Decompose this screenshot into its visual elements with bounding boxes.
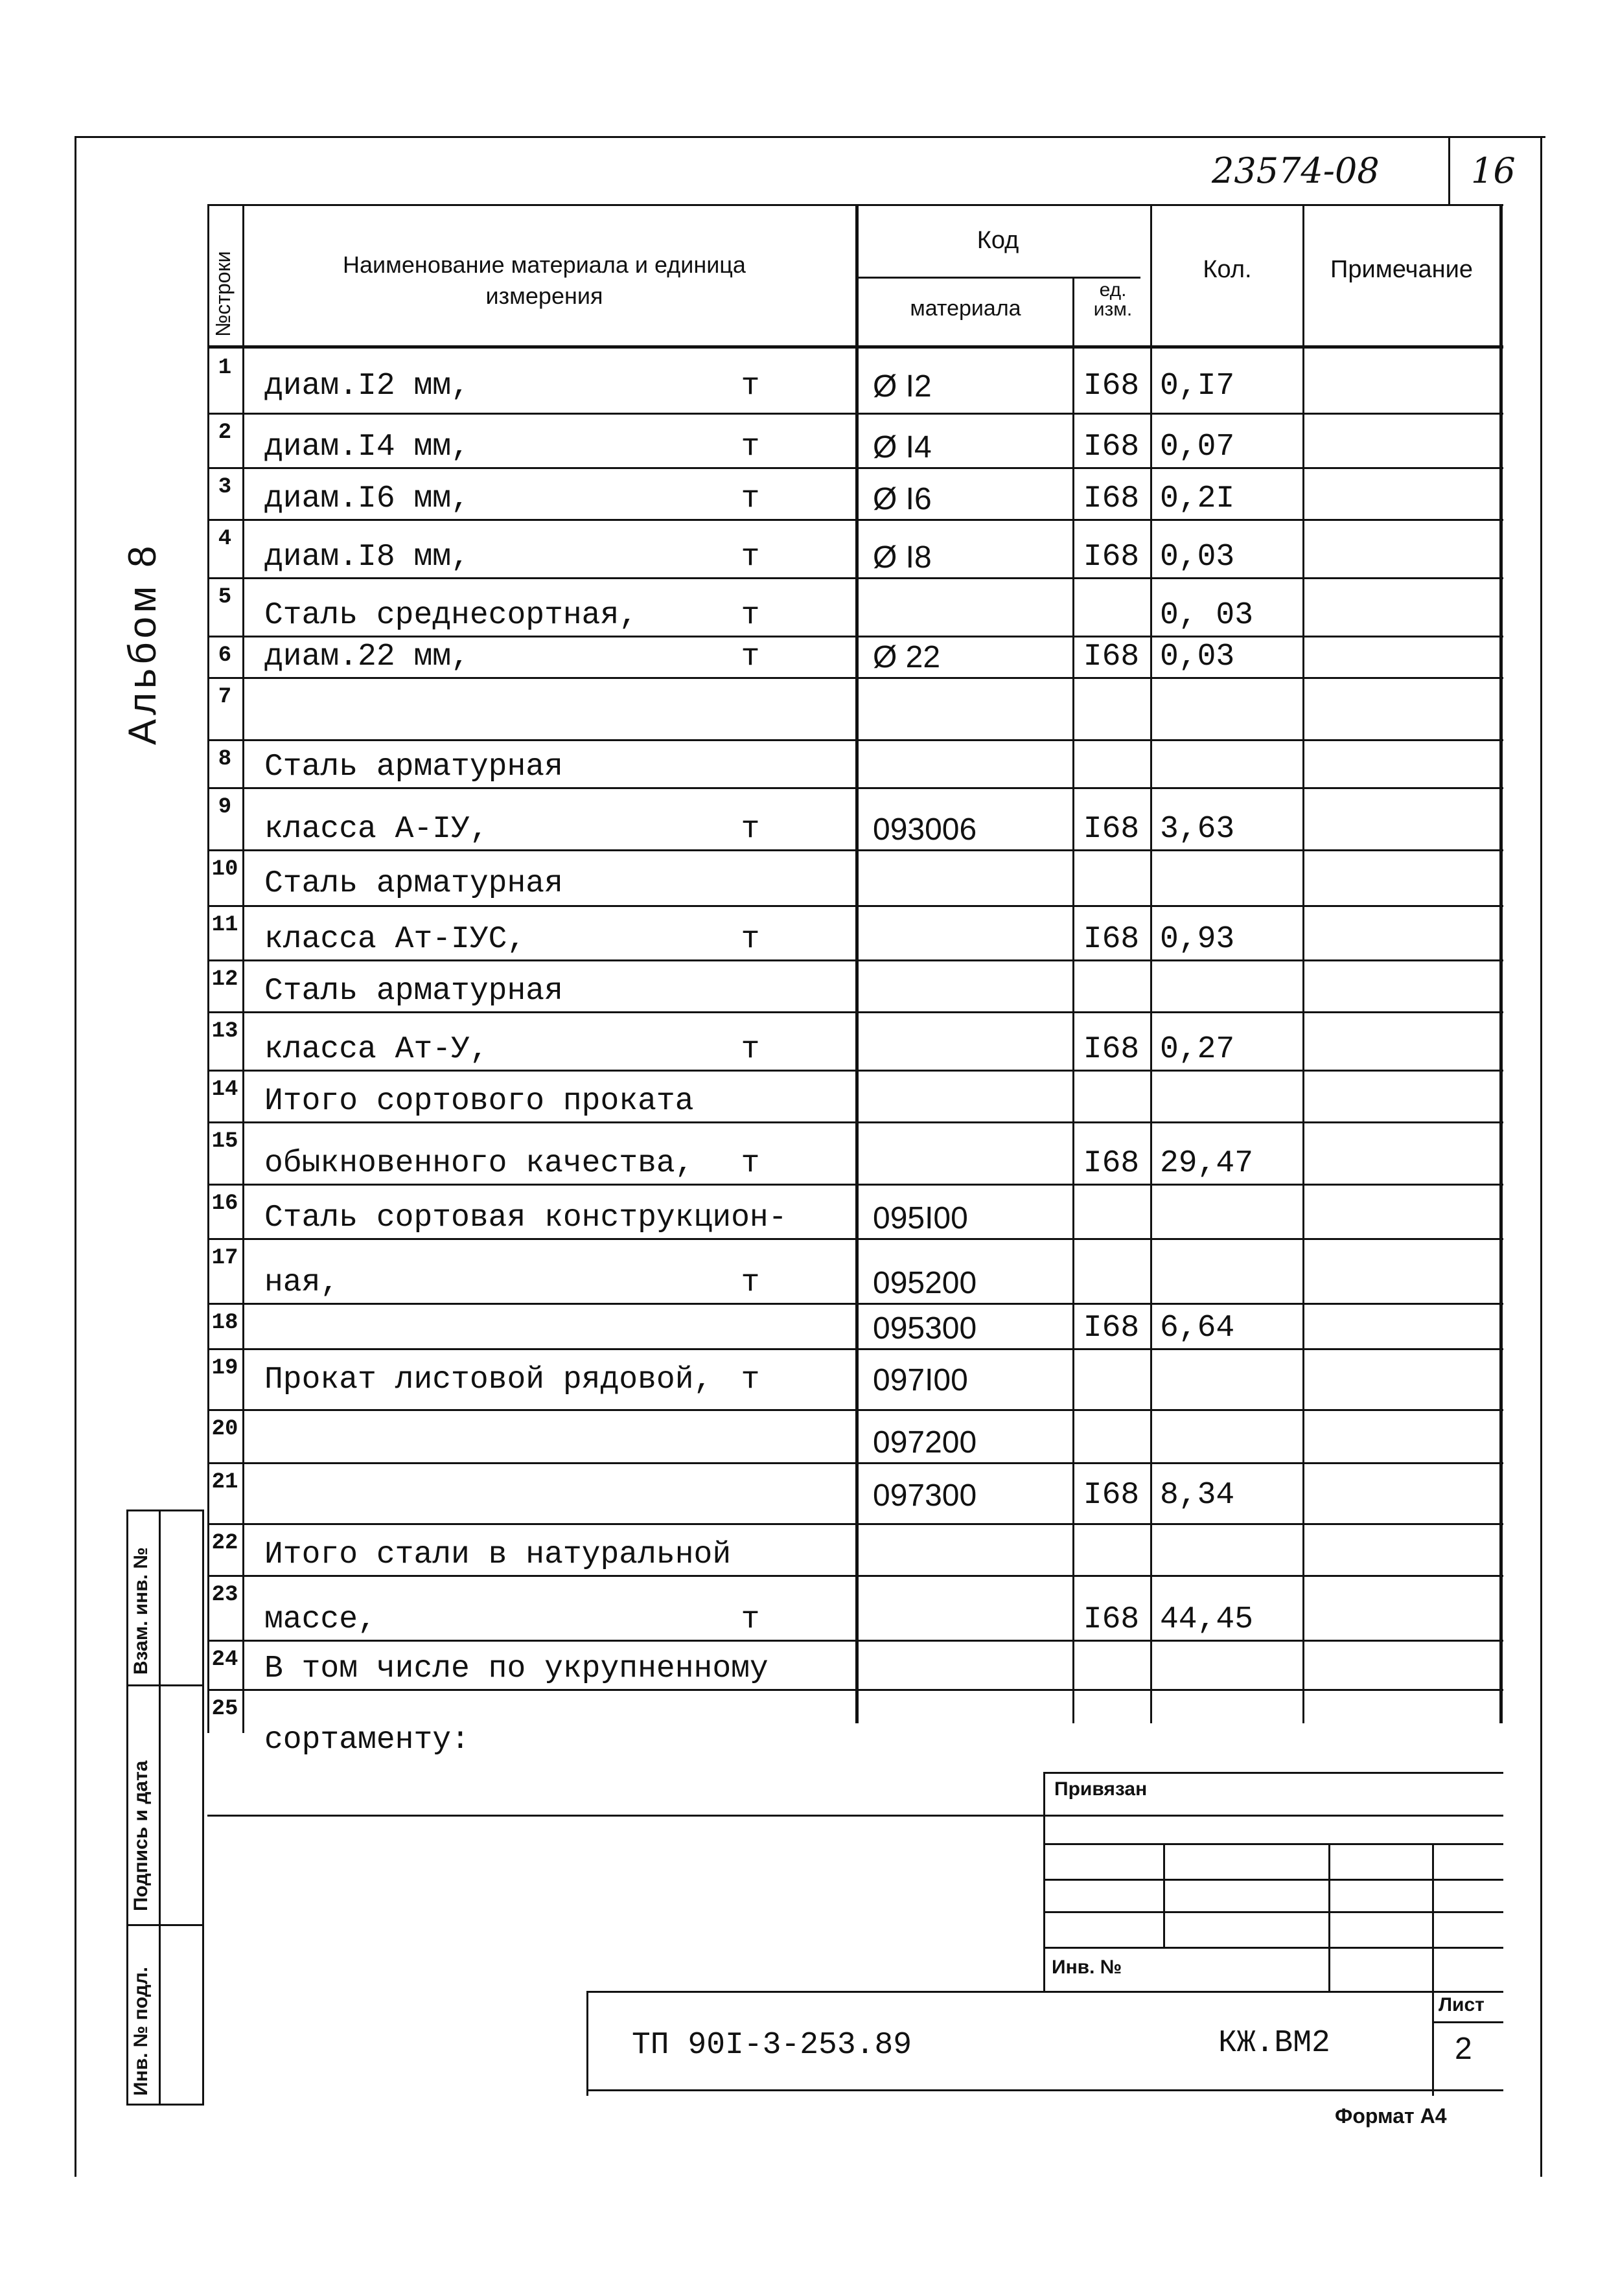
row-number: 2 [218, 420, 232, 445]
document-number: 23574-08 [1212, 150, 1380, 191]
quantity: 8,34 [1160, 1478, 1235, 1513]
table-row [207, 522, 1503, 577]
table-row [207, 1305, 1503, 1348]
unit: т [741, 430, 760, 465]
table-row [207, 415, 1503, 467]
material-name: диам.I8 мм, [264, 540, 470, 575]
material-code: Ø I8 [873, 540, 932, 575]
material-name: Сталь сортовая конструкцион- [264, 1200, 787, 1235]
sheet-number: 2 [1455, 2032, 1472, 2066]
material-name: обыкновенного качества, [264, 1146, 694, 1181]
project-code: ТП 90I-3-253.89 [632, 2028, 912, 2063]
row-number: 16 [211, 1191, 238, 1216]
material-name: Сталь арматурная [264, 750, 563, 785]
unit-code: I68 [1083, 540, 1140, 575]
table-row [207, 1186, 1503, 1238]
unit-code: I68 [1083, 1032, 1140, 1067]
table-row [207, 580, 1503, 636]
table-row [207, 350, 1503, 413]
row-number: 20 [211, 1417, 238, 1441]
quantity: 6,64 [1160, 1311, 1235, 1346]
col-header-code: Код [977, 227, 1019, 254]
row-number: 9 [218, 795, 232, 820]
unit-code: I68 [1083, 430, 1140, 465]
row-number: 10 [211, 857, 238, 882]
material-name: класса Ат-У, [264, 1032, 489, 1067]
material-name: Итого стали в натуральной [264, 1537, 732, 1572]
quantity: 44,45 [1160, 1602, 1254, 1637]
quantity: 0,27 [1160, 1032, 1235, 1067]
unit-code: I68 [1083, 639, 1140, 674]
format-label: Формат А4 [1335, 2104, 1447, 2128]
table-row [207, 742, 1503, 787]
table-row [207, 962, 1503, 1011]
row-number: 24 [211, 1647, 238, 1672]
material-name: Сталь арматурная [264, 866, 563, 901]
quantity: 29,47 [1160, 1146, 1254, 1181]
row-number: 17 [211, 1246, 238, 1270]
table-row [207, 1526, 1503, 1575]
material-name: класса А-IУ, [264, 812, 489, 847]
unit: т [741, 1146, 760, 1181]
sheet-label: Лист [1439, 1994, 1485, 2015]
drawing-mark: КЖ.ВМ2 [1218, 2026, 1330, 2061]
material-name: массе, [264, 1602, 376, 1637]
material-name: ная, [264, 1265, 340, 1300]
table-row [207, 1072, 1503, 1121]
table-row [207, 1642, 1503, 1689]
row-number: 19 [211, 1356, 238, 1381]
unit-code: I68 [1083, 369, 1140, 404]
unit-code: I68 [1083, 812, 1140, 847]
row-number: 13 [211, 1019, 238, 1044]
table-row [207, 1124, 1503, 1184]
quantity: 0,03 [1160, 540, 1235, 575]
quantity: 0,93 [1160, 922, 1235, 957]
quantity: 0,2I [1160, 481, 1235, 516]
col-header-note: Примечание [1330, 256, 1473, 283]
sheet-mark: 16 [1471, 150, 1516, 191]
unit: т [741, 639, 760, 674]
quantity: 0,I7 [1160, 369, 1235, 404]
quantity: 3,63 [1160, 812, 1235, 847]
material-code: 095I00 [873, 1201, 968, 1235]
unit-code: I68 [1083, 481, 1140, 516]
unit: т [741, 369, 760, 404]
unit-code: I68 [1083, 1311, 1140, 1346]
unit-code: I68 [1083, 922, 1140, 957]
row-number: 25 [211, 1697, 238, 1721]
title-block [586, 1772, 1503, 2096]
stamp-inv-podl: Инв. № подл. [130, 1966, 152, 2096]
table-row [207, 470, 1503, 519]
row-number: 12 [211, 967, 238, 992]
col-header-code-unit: ед. изм. [1093, 279, 1133, 320]
material-code: Ø I2 [873, 369, 932, 404]
material-name: диам.I4 мм, [264, 430, 470, 465]
material-name: Сталь среднесортная, [264, 598, 638, 633]
material-code: 097I00 [873, 1363, 968, 1397]
row-number: 3 [218, 475, 232, 499]
table-row [207, 638, 1503, 677]
material-name: диам.I2 мм, [264, 369, 470, 404]
stamp-vzam-inv: Взам. инв. № [130, 1547, 152, 1675]
table-row [207, 908, 1503, 959]
material-code: 097200 [873, 1425, 977, 1460]
material-code: Ø I6 [873, 482, 932, 516]
material-name: класса Ат-IУС, [264, 922, 526, 957]
privyazan-label: Привязан [1054, 1778, 1148, 1800]
material-code: 097300 [873, 1478, 977, 1513]
material-name: Прокат листовой рядовой, [264, 1362, 713, 1397]
table-row [207, 680, 1503, 739]
table-row [207, 1014, 1503, 1070]
table-row [207, 790, 1503, 849]
col-header-qty: Кол. [1203, 256, 1252, 283]
table-row [207, 1578, 1503, 1640]
material-code: Ø I4 [873, 430, 932, 465]
unit: т [741, 812, 760, 847]
table-row [207, 852, 1503, 905]
unit: т [741, 598, 760, 633]
material-name: сортаменту: [264, 1723, 470, 1758]
table-row [207, 1351, 1503, 1409]
row-number: 7 [218, 685, 232, 709]
row-number: 21 [211, 1470, 238, 1495]
row-number: 23 [211, 1583, 238, 1607]
material-code: 095200 [873, 1266, 977, 1300]
row-number: 22 [211, 1531, 238, 1556]
specification-table [207, 204, 1503, 1758]
unit-code: I68 [1083, 1146, 1140, 1181]
material-name: Сталь арматурная [264, 974, 563, 1009]
table-row [207, 1465, 1503, 1523]
row-number: 6 [218, 643, 232, 668]
unit: т [741, 540, 760, 575]
material-name: диам.I6 мм, [264, 481, 470, 516]
unit: т [741, 1265, 760, 1300]
unit: т [741, 1362, 760, 1397]
row-number: 8 [218, 747, 232, 772]
unit: т [741, 1032, 760, 1067]
row-number: 11 [211, 913, 238, 937]
material-code: 095300 [873, 1311, 977, 1346]
row-number: 1 [218, 356, 232, 380]
row-number: 18 [211, 1311, 238, 1335]
inv-no-label: Инв. № [1052, 1957, 1122, 1978]
row-number: 4 [218, 527, 232, 551]
col-header-code-material: материала [910, 296, 1021, 321]
unit-code: I68 [1083, 1478, 1140, 1513]
row-number: 15 [211, 1129, 238, 1154]
quantity: 0,03 [1160, 639, 1235, 674]
unit: т [741, 922, 760, 957]
material-name: диам.22 мм, [264, 639, 470, 674]
table-row [207, 1241, 1503, 1303]
row-number: 14 [211, 1077, 238, 1102]
col-header-row-no: №строки [211, 251, 235, 337]
stamp-signature-date: Подпись и дата [130, 1760, 152, 1911]
side-stamp [126, 1510, 204, 2106]
material-code: 093006 [873, 812, 977, 847]
quantity: 0,07 [1160, 430, 1235, 465]
unit: т [741, 1602, 760, 1637]
material-name: В том числе по укрупненному [264, 1651, 769, 1686]
unit-code: I68 [1083, 1602, 1140, 1637]
row-number: 5 [218, 585, 232, 610]
table-row [207, 1412, 1503, 1462]
col-header-name: Наименование материала и единица измерения [343, 251, 746, 309]
material-name: Итого сортового проката [264, 1084, 694, 1119]
unit: т [741, 481, 760, 516]
quantity: 0, 03 [1160, 598, 1254, 633]
material-code: Ø 22 [873, 640, 941, 674]
